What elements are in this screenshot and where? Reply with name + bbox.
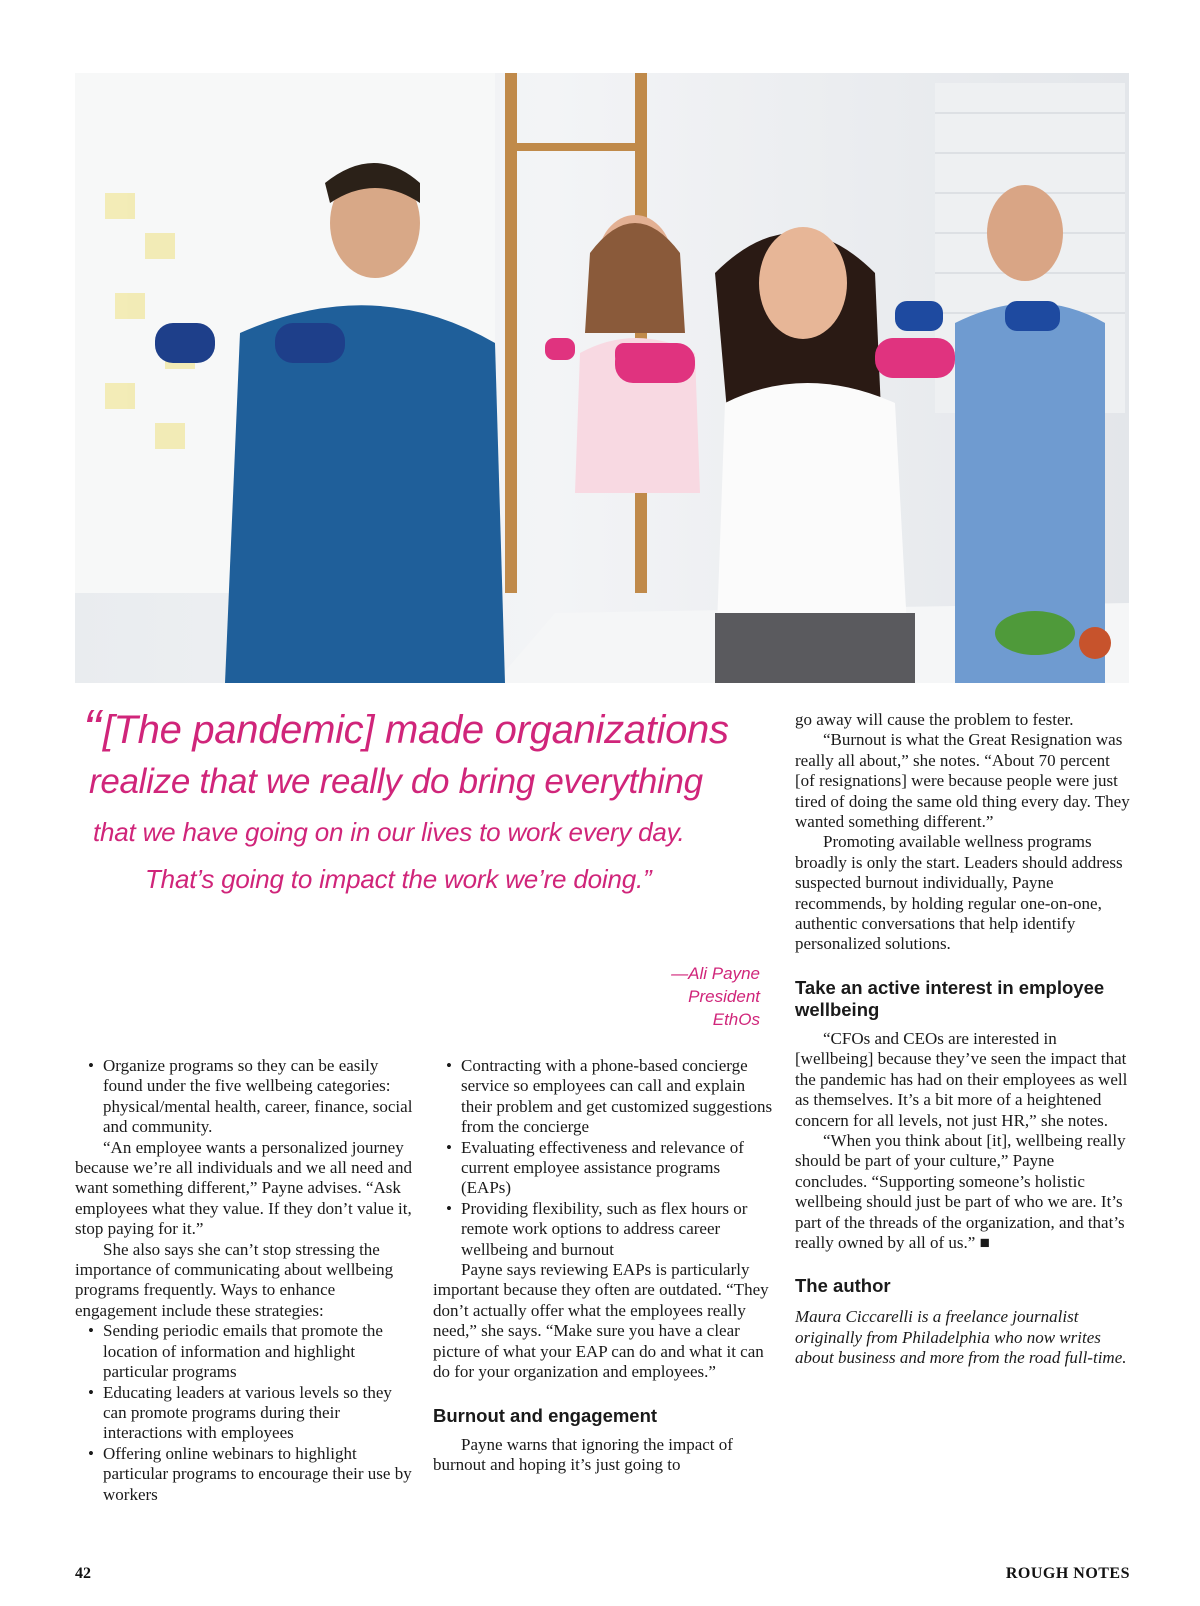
section-heading-burnout: Burnout and engagement [433,1404,658,1426]
paragraph: “An employee wants a personalized journey because we’re all individuals and we all need and want something different,” Payne advises. “Ask employees what they value. If they don’t value it, stop paying for it.” [75,1137,413,1239]
paragraph: Promoting available wellness programs broadly is only the start. Leaders should address suspected burnout individually, Payne recommends, by holding regular one-on-one, authentic conversations that help identify personalized solutions. [795,832,1123,954]
bullet-item: • Educating leaders at various levels so they can promote programs during their interactions with employees [75,1383,415,1444]
paragraph: “Burnout is what the Great Resignation was really all about,” she notes. “About 70 percent [of resignations] were because people were just tired of doing the same old thing every day. They wanted something different.” [795,730,1130,832]
pull-quote-line-1 [75,699,765,759]
paragraph: “CFOs and CEOs are interested in [wellbeing] because they’ve seen the impact that the pandemic has had on their employees as well as themselves. It’s a bit more of a heightened concern for all levels, not just HR,” she notes. [795,1028,1128,1130]
publication-name: ROUGH NOTES [1005,1565,1130,1582]
pull-quote-line-3: that we have going on in our lives to work every day. [93,817,685,847]
column-3 [795,710,1130,1369]
attribution-title: President [688,987,760,1006]
pull-quote [75,699,765,902]
paragraph: “When you think about [it], wellbeing really should be part of your culture,” Payne concludes. “Supporting someone’s holistic wellbeing should just be part of who we are. It’s part of the threads of the organization, and that’s really owned by all of us.” ■ [795,1130,1126,1252]
bullet-item: • Organize programs so they can be easily found under the five wellbeing categories: physical/mental health, career, finance, social and community. [75,1056,415,1138]
page-number: 42 [75,1565,91,1582]
attribution-org: EthOs [712,1010,760,1029]
section-heading-wellbeing: Take an active interest in employee wellbeing [795,976,1105,1020]
author-bio: Maura Ciccarelli is a freelance journalist originally from Philadelphia who now writes about business and more from the road full-time. [795,1307,1127,1368]
column-2 [433,1056,773,1475]
paragraph: Payne says reviewing EAPs is particularly important because they often are outdated. “They don’t actually offer what the employees really need,” she says. “Make sure you have a clear picture of what your EAP can do and what it can do for your organization and employees.” [433,1260,769,1382]
column-1 [75,1056,415,1505]
open-quote-mark: “ [83,699,101,759]
bullet-item: • Contracting with a phone-based concierge service so employees can call and explain their problem and get customized suggestions from the concierge [433,1056,773,1138]
pull-quote-line-2: realize that we really do bring everything [89,762,703,801]
pull-quote-line-1-text: [The pandemic] made organizations [102,708,729,752]
article-photo [75,73,1129,683]
paragraph: go away will cause the problem to fester. [795,710,1074,729]
author-heading: The author [795,1275,891,1297]
bullet-item: • Evaluating effectiveness and relevance of current employee assistance programs (EAPs) [433,1138,773,1199]
bullet-item: • Providing flexibility, such as flex hours or remote work options to address career wellbeing and burnout [433,1199,773,1260]
quote-attribution [560,962,760,1031]
paragraph: She also says she can’t stop stressing the importance of communicating about wellbeing programs frequently. Ways to enhance engagement include these strategies: [75,1239,394,1320]
pull-quote-line-4: That’s going to impact the work we’re doing.” [145,864,652,894]
attribution-name: —Ali Payne [671,964,760,983]
bullet-item: • Offering online webinars to highlight particular programs to encourage their use by workers [75,1444,415,1505]
paragraph: Payne warns that ignoring the impact of burnout and hoping it’s just going to [433,1434,733,1474]
bullet-item: • Sending periodic emails that promote the location of information and highlight particular programs [75,1321,415,1382]
